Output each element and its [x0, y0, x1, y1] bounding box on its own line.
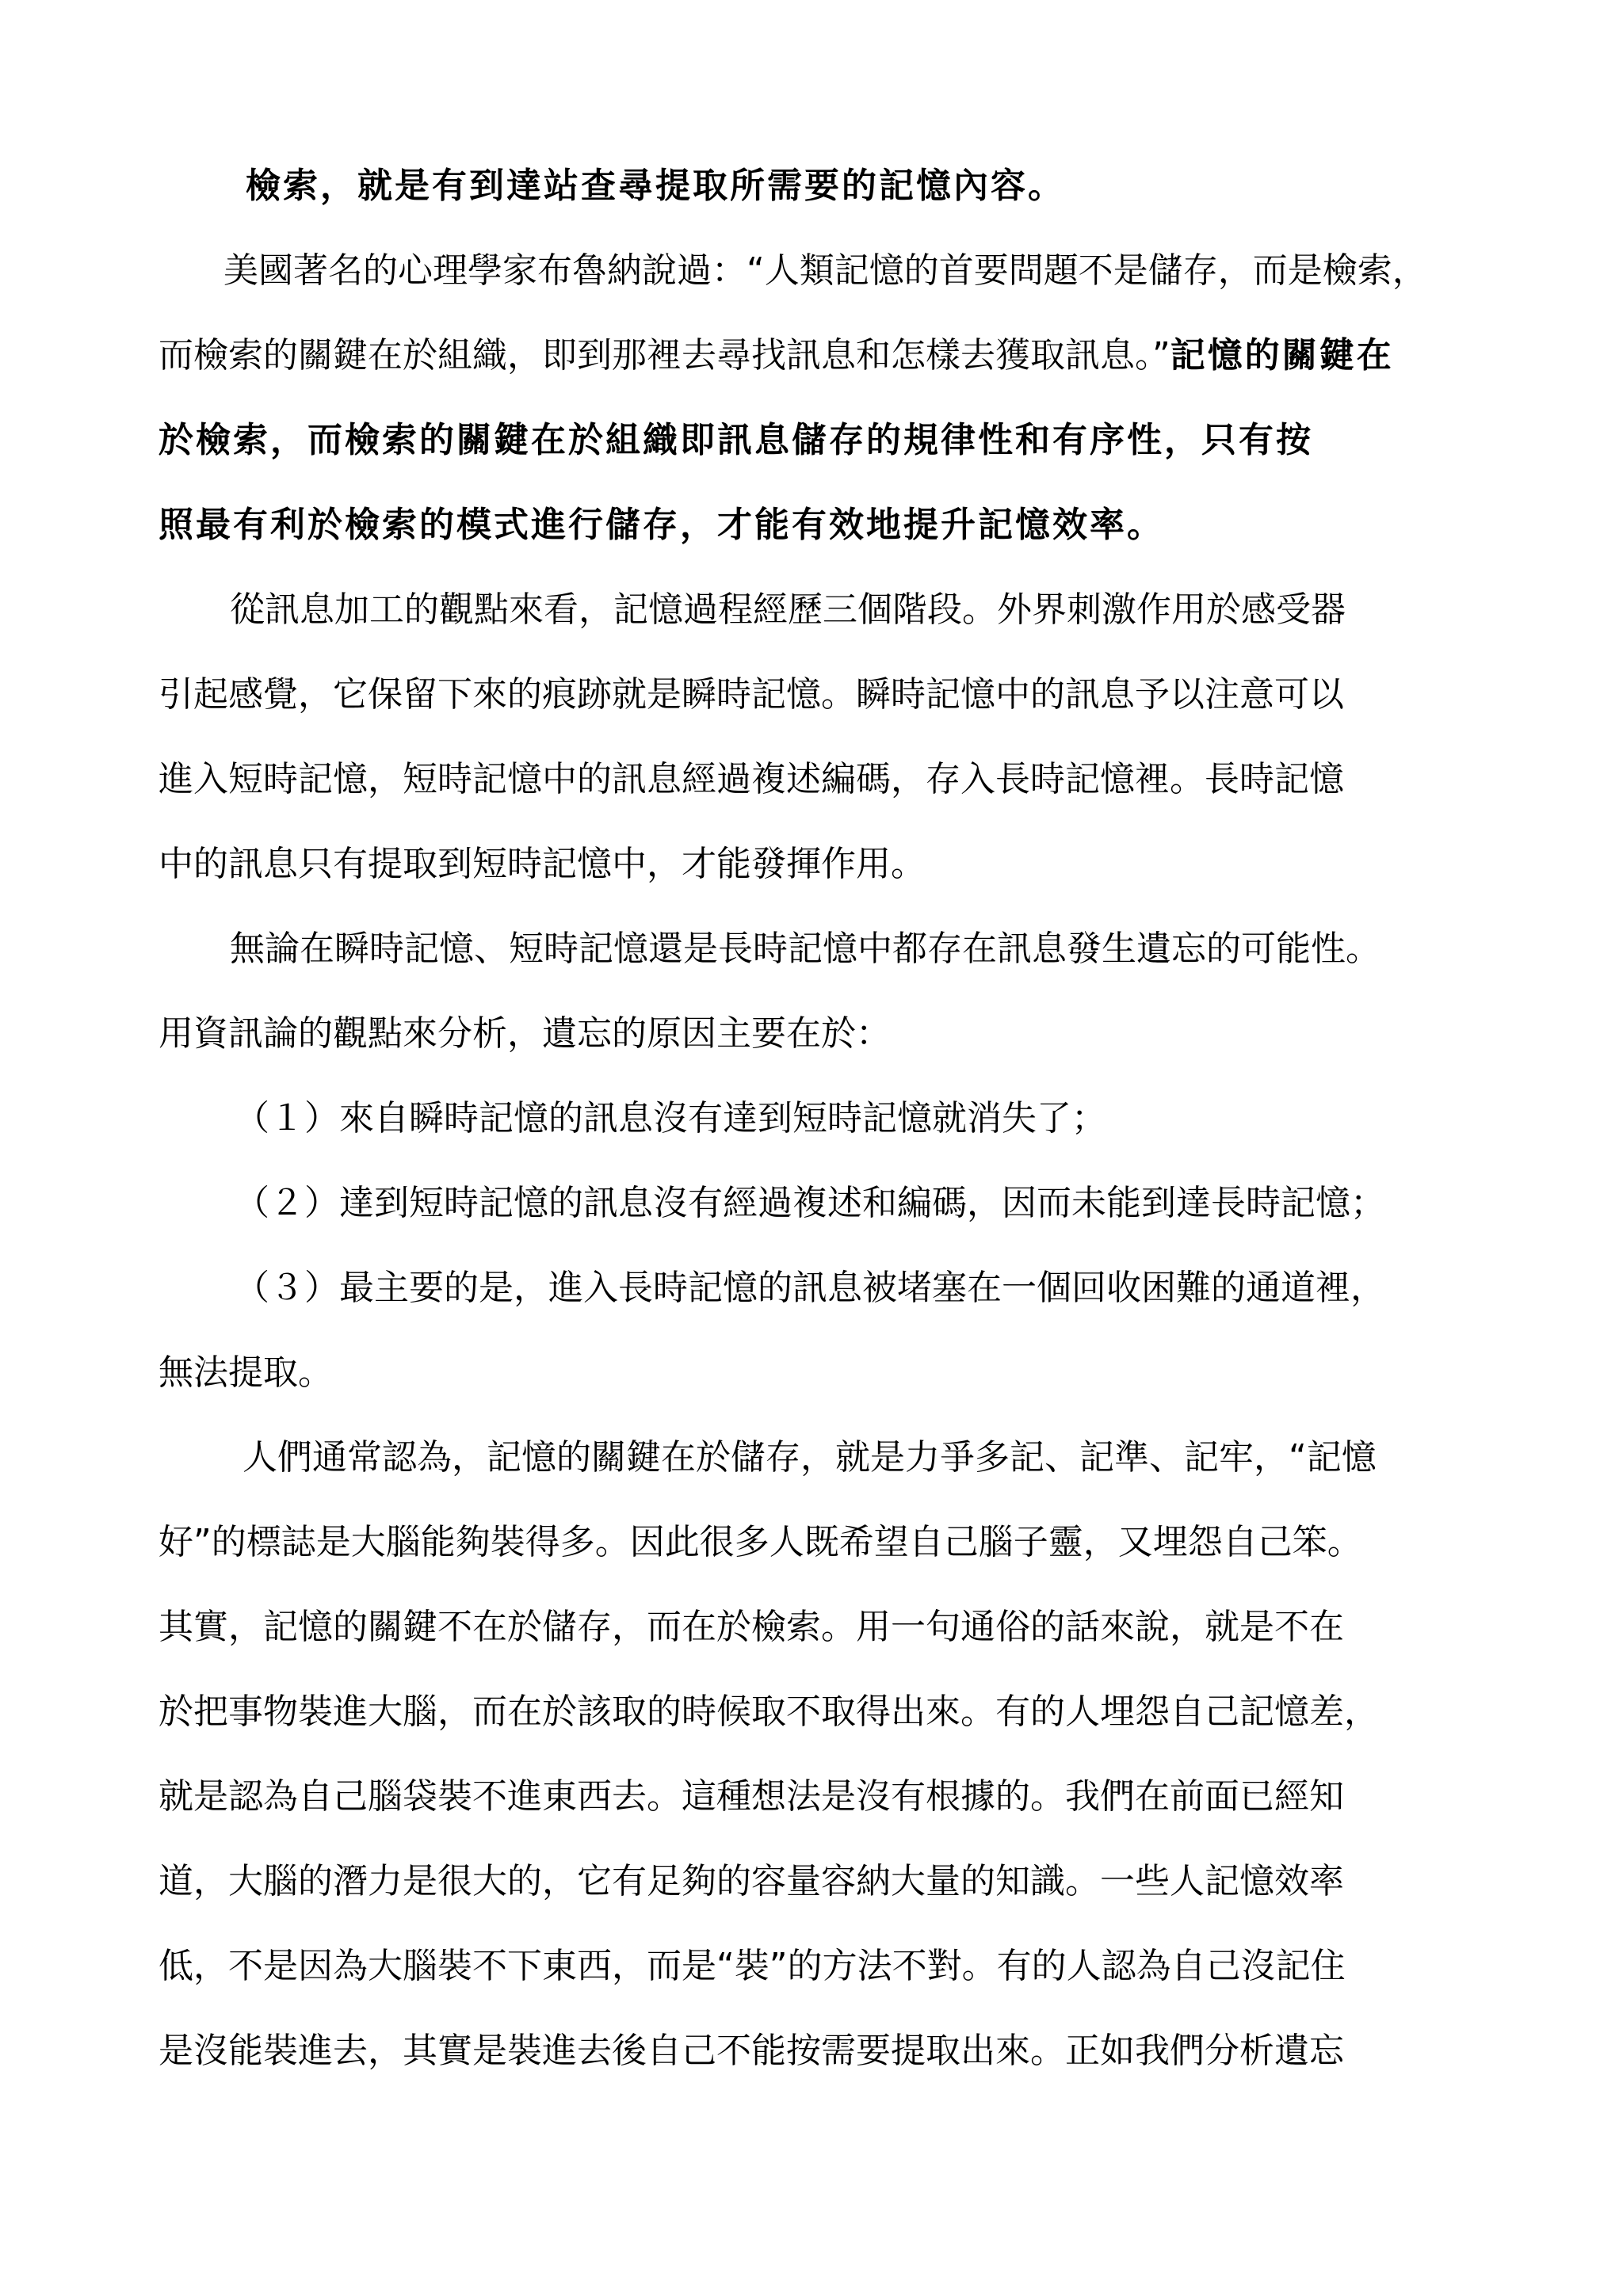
text-line-12 — [235, 1095, 1106, 1142]
line-3-seg-1: 而檢索的關鍵在於組織，即到那裡去尋找訊息和怎樣去獲取訊息。” — [158, 335, 1170, 376]
text-line-3 — [158, 332, 1394, 379]
line-11-seg-1: 用資訊論的觀點來分析，遺忘的原因主要在於： — [158, 1013, 891, 1054]
text-line-1 — [246, 162, 1065, 210]
line-13-seg-1: （２）達到短時記憶的訊息沒有經過複述和編碼，因而未能到達長時記憶； — [235, 1183, 1385, 1223]
line-16-seg-1: 人們通常認為，記憶的關鍵在於儲存，就是力爭多記、記準、記牢，“記憶 — [242, 1437, 1377, 1478]
line-14-seg-1: （３）最主要的是，進入長時記憶的訊息被堵塞在一個回收困難的通道裡， — [235, 1268, 1385, 1308]
text-line-9 — [158, 841, 926, 888]
text-line-8 — [158, 756, 1344, 803]
line-18-seg-1: 其實，記憶的關鍵不在於儲存，而在於檢索。用一句通俗的話來說，就是不在 — [158, 1607, 1344, 1647]
line-1-seg-1: 檢索，就是有到達站查尋提取所需要的記憶內容。 — [246, 166, 1065, 206]
text-line-4 — [158, 417, 1313, 464]
text-line-7 — [158, 671, 1344, 719]
text-line-22 — [158, 1943, 1346, 1990]
line-20-seg-1: 就是認為自己腦袋裝不進東西去。這種想法是沒有根據的。我們在前面已經知 — [158, 1776, 1344, 1817]
text-line-23 — [158, 2027, 1344, 2075]
text-line-13 — [235, 1180, 1385, 1227]
text-line-17 — [158, 1519, 1362, 1566]
line-10-seg-1: 無論在瞬時記憶、短時記憶還是長時記憶中都存在訊息發生遺忘的可能性。 — [230, 929, 1381, 969]
text-line-19 — [158, 1688, 1379, 1736]
text-line-16 — [242, 1434, 1377, 1482]
line-12-seg-1: （１）來自瞬時記憶的訊息沒有達到短時記憶就消失了； — [235, 1098, 1106, 1138]
text-line-15 — [158, 1349, 333, 1397]
line-9-seg-1: 中的訊息只有提取到短時記憶中，才能發揮作用。 — [158, 844, 926, 884]
line-7-seg-1: 引起感覺，它保留下來的痕跡就是瞬時記憶。瞬時記憶中的訊息予以注意可以 — [158, 674, 1344, 715]
line-21-seg-1: 道，大腦的潛力是很大的，它有足夠的容量容納大量的知識。一些人記憶效率 — [158, 1861, 1344, 1901]
line-8-seg-1: 進入短時記憶，短時記憶中的訊息經過複述編碼，存入長時記憶裡。長時記憶 — [158, 759, 1344, 799]
text-line-10 — [230, 925, 1381, 973]
text-line-5 — [158, 502, 1164, 549]
text-line-21 — [158, 1858, 1344, 1905]
line-4-seg-1: 於檢索，而檢索的關鍵在於組織即訊息儲存的規律性和有序性，只有按 — [158, 420, 1313, 460]
line-2-seg-1: 美國著名的心理學家布魯納說過：“人類記憶的首要問題不是儲存，而是檢索， — [223, 250, 1427, 291]
line-15-seg-1: 無法提取。 — [158, 1352, 333, 1393]
line-3-seg-2: 記憶的關鍵在 — [1170, 335, 1394, 376]
text-line-18 — [158, 1604, 1344, 1651]
line-6-seg-1: 從訊息加工的觀點來看，記憶過程經歷三個階段。外界刺激作用於感受器 — [230, 589, 1346, 630]
text-line-2 — [223, 247, 1427, 295]
text-line-14 — [235, 1264, 1385, 1312]
text-line-20 — [158, 1773, 1344, 1821]
line-23-seg-1: 是沒能裝進去，其實是裝進去後自己不能按需要提取出來。正如我們分析遺忘 — [158, 2031, 1344, 2071]
line-19-seg-1: 於把事物裝進大腦，而在於該取的時候取不取得出來。有的人埋怨自己記憶差， — [158, 1691, 1379, 1732]
text-line-11 — [158, 1010, 891, 1058]
text-line-6 — [230, 586, 1346, 634]
line-22-seg-1: 低，不是因為大腦裝不下東西，而是“裝”的方法不對。有的人認為自己沒記住 — [158, 1946, 1346, 1986]
line-5-seg-1: 照最有利於檢索的模式進行儲存，才能有效地提升記憶效率。 — [158, 505, 1164, 545]
line-17-seg-1: 好”的標誌是大腦能夠裝得多。因此很多人既希望自己腦子靈，又埋怨自己笨。 — [158, 1522, 1362, 1562]
